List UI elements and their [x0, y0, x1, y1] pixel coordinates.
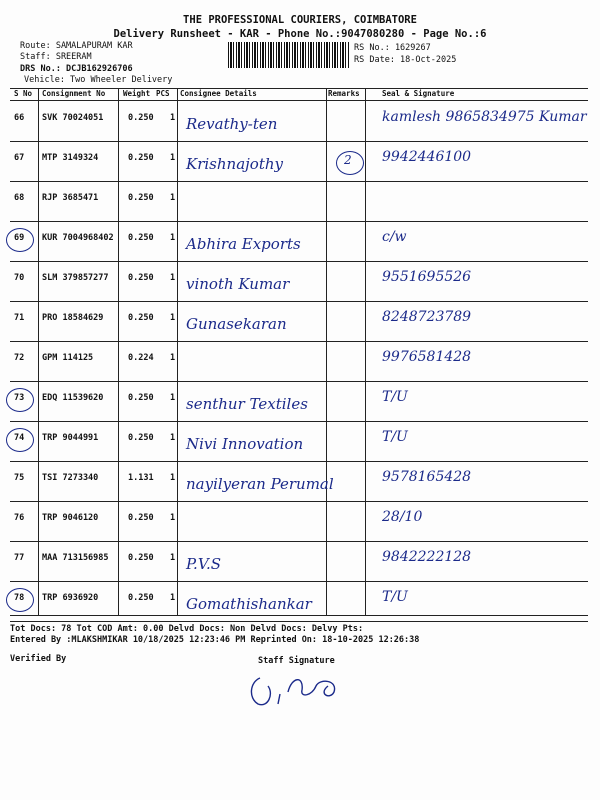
- row-consignment-no: GPM 114125: [42, 353, 94, 363]
- table-row: [10, 581, 588, 621]
- row-consignee-handwritten: Nivi Innovation: [186, 435, 304, 453]
- row-seal-signature: 9942446100: [382, 149, 472, 165]
- row-weight: 0.250: [128, 273, 154, 283]
- row-pcs: 1: [170, 273, 176, 283]
- row-seal-signature: 9842222128: [382, 549, 472, 565]
- row-consignee-handwritten: Krishnajothy: [186, 155, 283, 173]
- row-pcs: 1: [170, 433, 176, 443]
- table-row: [10, 101, 588, 141]
- row-pcs: 1: [170, 553, 176, 563]
- row-consignment-no: TRP 9044991: [42, 433, 99, 443]
- row-sno: 78: [14, 593, 25, 603]
- row-consignee-handwritten: senthur Textiles: [186, 395, 308, 413]
- vehicle-label: Vehicle: Two Wheeler Delivery: [24, 75, 173, 85]
- row-weight: 0.250: [128, 553, 154, 563]
- row-consignment-no: EDQ 11539620: [42, 393, 104, 403]
- col-header-weight: Weight: [123, 89, 151, 98]
- row-weight: 0.250: [128, 433, 154, 443]
- row-weight: 0.250: [128, 233, 154, 243]
- row-sno: 69: [14, 233, 25, 243]
- row-weight: 0.250: [128, 593, 154, 603]
- row-sno: 74: [14, 433, 25, 443]
- row-consignment-no: PRO 18584629: [42, 313, 104, 323]
- row-seal-signature: kamlesh 9865834975 Kumar: [382, 109, 587, 125]
- row-weight: 0.250: [128, 313, 154, 323]
- row-consignee-handwritten: Gomathishankar: [186, 595, 312, 613]
- table-row: [10, 181, 588, 221]
- row-pcs: 1: [170, 593, 176, 603]
- row-sno: 73: [14, 393, 25, 403]
- row-pcs: 1: [170, 473, 176, 483]
- row-sno: 66: [14, 113, 25, 123]
- col-header-consignee: Consignee Details: [180, 89, 257, 98]
- row-sno: 72: [14, 353, 25, 363]
- table-row: [10, 541, 588, 581]
- row-pcs: 1: [170, 513, 176, 523]
- row-consignment-no: KUR 7004968402: [42, 233, 114, 243]
- col-header-consignment: Consignment No: [42, 89, 106, 98]
- row-weight: 0.250: [128, 513, 154, 523]
- row-seal-signature: T/U: [382, 389, 408, 405]
- row-seal-signature: T/U: [382, 429, 408, 445]
- row-sno: 67: [14, 153, 25, 163]
- table-row: [10, 501, 588, 541]
- row-consignment-no: RJP 3685471: [42, 193, 99, 203]
- totals-line: Tot Docs: 78 Tot COD Amt: 0.00 Delvd Docs: Non Delvd Docs: Delvy Pts:: [10, 624, 364, 634]
- drs-number: DRS No.: DCJB162926706: [20, 64, 133, 74]
- row-consignment-no: SVK 70024051: [42, 113, 104, 123]
- runsheet-subtitle: Delivery Runsheet - KAR - Phone No.:9047080280 - Page No.:6: [113, 28, 487, 40]
- row-weight: 1.131: [128, 473, 154, 483]
- col-header-sno: S No: [14, 89, 33, 98]
- table-row: [10, 341, 588, 381]
- sno-circle: [6, 228, 34, 252]
- row-weight: 0.250: [128, 113, 154, 123]
- staff-signature: [238, 664, 358, 712]
- rs-date: RS Date: 18-Oct-2025: [354, 55, 457, 65]
- rs-number: RS No.: 1629267: [354, 43, 431, 53]
- row-weight: 0.250: [128, 393, 154, 403]
- table-row: [10, 221, 588, 261]
- row-seal-signature: c/w: [382, 229, 407, 245]
- row-consignee-handwritten: Gunasekaran: [186, 315, 287, 333]
- barcode: [228, 42, 350, 68]
- col-header-pcs: PCS: [156, 89, 170, 98]
- sno-circle: [6, 428, 34, 452]
- route-label: Route: SAMALAPURAM KAR: [20, 41, 133, 51]
- sno-circle: [6, 388, 34, 412]
- col-header-remarks: Remarks: [328, 89, 360, 98]
- row-weight: 0.250: [128, 153, 154, 163]
- row-weight: 0.250: [128, 193, 154, 203]
- row-consignment-no: TRP 9046120: [42, 513, 99, 523]
- row-consignee-handwritten: vinoth Kumar: [186, 275, 290, 293]
- row-sno: 77: [14, 553, 25, 563]
- row-pcs: 1: [170, 313, 176, 323]
- row-seal-signature: 9578165428: [382, 469, 472, 485]
- row-consignment-no: MTP 3149324: [42, 153, 99, 163]
- row-sno: 76: [14, 513, 25, 523]
- row-consignee-handwritten: Revathy-ten: [186, 115, 278, 133]
- table-row: [10, 141, 588, 181]
- sno-circle: [6, 588, 34, 612]
- row-seal-signature: 28/10: [382, 509, 423, 525]
- table-row: [10, 421, 588, 461]
- verified-by-label: Verified By: [10, 654, 67, 664]
- row-seal-signature: 8248723789: [382, 309, 472, 325]
- row-pcs: 1: [170, 233, 176, 243]
- row-seal-signature: 9551695526: [382, 269, 472, 285]
- row-weight: 0.224: [128, 353, 154, 363]
- row-remark-mark: 2: [344, 153, 352, 167]
- remark-circle: [336, 151, 364, 175]
- runsheet-table: [10, 88, 588, 616]
- table-row: [10, 301, 588, 341]
- entered-by-line: Entered By :MLAKSHMIKAR 10/18/2025 12:23:46 PM Reprinted On: 18-10-2025 12:26:38: [10, 635, 420, 645]
- table-row: [10, 261, 588, 301]
- row-seal-signature: T/U: [382, 589, 408, 605]
- row-consignee-handwritten: nayilyeran Perumal: [186, 475, 334, 493]
- row-consignment-no: MAA 713156985: [42, 553, 109, 563]
- col-header-seal: Seal & Signature: [382, 89, 455, 98]
- row-sno: 70: [14, 273, 25, 283]
- row-consignment-no: TSI 7273340: [42, 473, 99, 483]
- table-row: [10, 381, 588, 421]
- row-consignment-no: TRP 6936920: [42, 593, 99, 603]
- row-seal-signature: 9976581428: [382, 349, 472, 365]
- row-consignment-no: SLM 379857277: [42, 273, 109, 283]
- row-pcs: 1: [170, 113, 176, 123]
- row-pcs: 1: [170, 393, 176, 403]
- staff-label: Staff: SREERAM: [20, 52, 92, 62]
- row-consignee-handwritten: P.V.S: [186, 555, 222, 573]
- row-pcs: 1: [170, 353, 176, 363]
- row-sno: 75: [14, 473, 25, 483]
- row-sno: 68: [14, 193, 25, 203]
- staff-signature-label: Staff Signature: [258, 656, 335, 666]
- row-pcs: 1: [170, 193, 176, 203]
- row-consignee-handwritten: Abhira Exports: [186, 235, 301, 253]
- page-title: THE PROFESSIONAL COURIERS, COIMBATORE: [183, 14, 417, 26]
- row-sno: 71: [14, 313, 25, 323]
- row-pcs: 1: [170, 153, 176, 163]
- table-row: [10, 461, 588, 501]
